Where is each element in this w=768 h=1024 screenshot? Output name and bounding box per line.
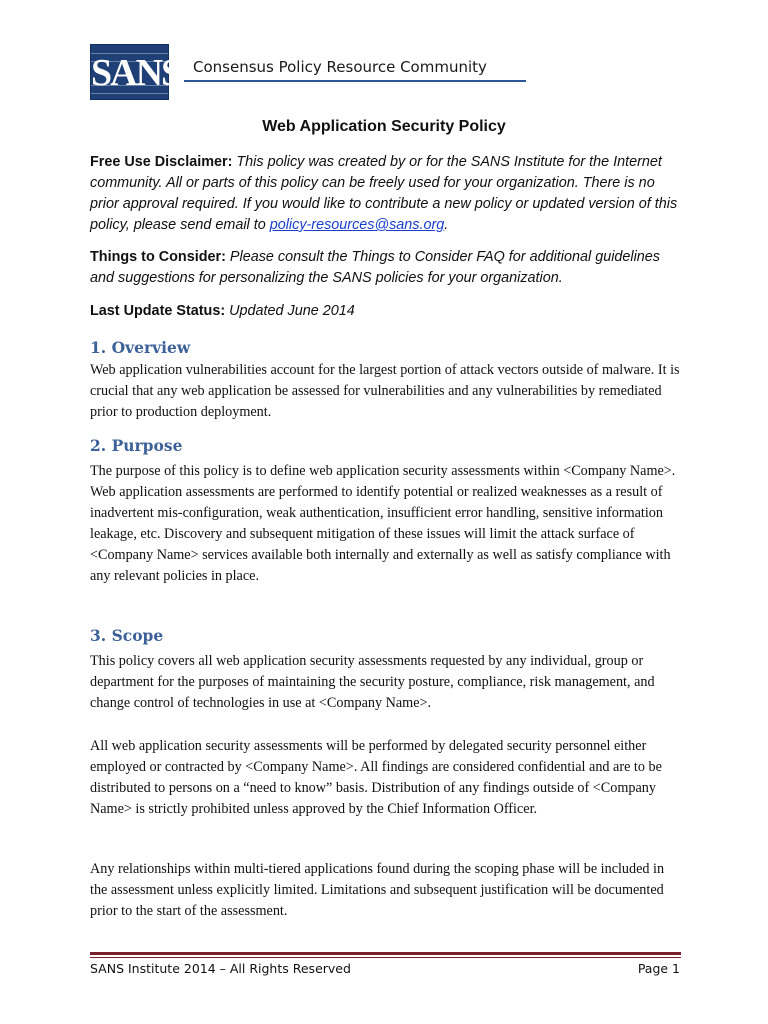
logo-text: SANS [91, 52, 181, 94]
document-title: Web Application Security Policy [262, 118, 506, 135]
disclaimer-end: . [444, 217, 449, 233]
footer-rule [90, 952, 681, 955]
section-scope-body-1 [90, 651, 682, 714]
section-purpose-body [90, 461, 682, 587]
sans-logo [90, 44, 181, 100]
paragraph: Web application vulnerabilities account for the largest portion of attack vectors outside of malware. It is crucial that any web application be assessed for vulnerabilities and any vulnerabilities by remediated prior to production deployment. [90, 362, 680, 420]
consider-text: Please consult the Things to Consider FAQ for additional guidelines and suggestions for personalizing the SANS policies for your organization. [90, 249, 661, 286]
section-overview-body [90, 360, 682, 423]
section-overview [90, 338, 682, 357]
header-rule [184, 80, 526, 82]
paragraph: All web application security assessments will be performed by delegated security personnel either employed or contracted by <Company Name>. All findings are considered confidential and are to be distributed to persons on a “need to know” basis. Distribution of any findings outside of <Company Name> is strictly prohibited unless approved by the Chief Information Officer. [90, 738, 662, 817]
page-number: Page 1 [637, 961, 680, 976]
status-label: Last Update Status: [90, 303, 226, 319]
section-purpose [90, 436, 682, 455]
footer-copyright: SANS Institute 2014 – All Rights Reserved [90, 961, 351, 976]
section-heading: 3. Scope [90, 626, 164, 645]
paragraph: The purpose of this policy is to define web application security assessments within <Company Name>. Web application assessments are performed to identify potential or realized weaknesses as a result of inadvertent mis-configuration, weak authentication, insufficient error handling, sensitive information leakage, etc. Discovery and subsequent mitigation of these issues will limit the attack surface of <Company Name> services available both internally and externally as well as satisfy compliance with any relevant policies in place. [90, 463, 676, 584]
status-text: Updated June 2014 [229, 303, 355, 319]
disclaimer-text: This policy was created by or for the SANS Institute for the Internet community. All or parts of this policy can be freely used for your organization. There is no prior approval required. If you would like to contribute a new policy or updated version of this policy, please send email to [90, 154, 678, 233]
header-title: Consensus Policy Resource Community [193, 58, 487, 76]
consider-block [90, 247, 682, 289]
disclaimer-block [90, 152, 682, 236]
consider-label: Things to Consider: [90, 249, 226, 265]
section-scope-body-2 [90, 736, 682, 820]
section-scope-body-3 [90, 859, 682, 922]
section-heading: 2. Purpose [90, 436, 183, 455]
status-block [90, 301, 682, 322]
disclaimer-label: Free Use Disclaimer: [90, 154, 233, 170]
section-scope [90, 626, 682, 645]
footer-rule-thin [90, 957, 681, 958]
section-heading: 1. Overview [90, 338, 191, 357]
paragraph: This policy covers all web application security assessments requested by any individual, group or department for the purposes of maintaining the security posture, compliance, risk management, and change control of technologies in use at <Company Name>. [90, 653, 655, 711]
policy-email-link[interactable]: policy-resources@sans.org [269, 217, 445, 233]
paragraph: Any relationships within multi-tiered applications found during the scoping phase will be included in the assessment unless explicitly limited. Limitations and subsequent justification will be documented prior to the start of the assessment. [90, 861, 665, 919]
